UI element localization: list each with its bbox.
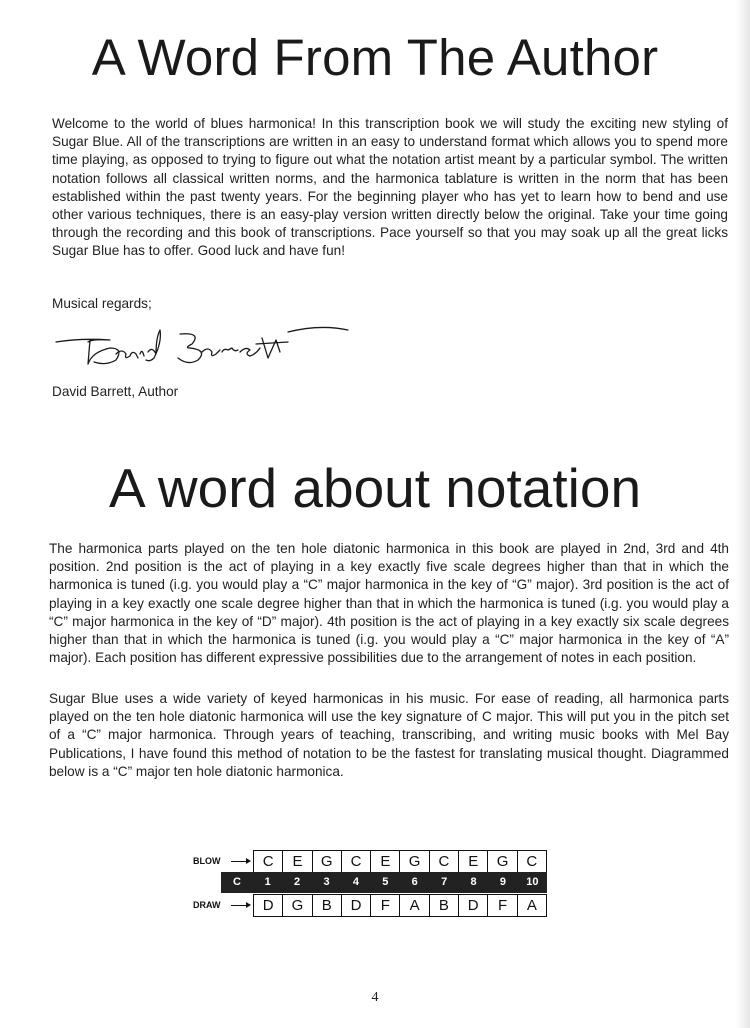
author-signature [52,318,352,374]
blow-note: E [370,851,399,872]
draw-row [193,894,553,917]
draw-arrow-icon [231,905,249,906]
hole-number: 7 [441,876,448,888]
blow-label: BLOW [193,856,221,866]
author-signoff: David Barrett, Author [52,384,179,399]
blow-row [193,850,553,873]
blow-notes [253,850,547,873]
blow-note: G [487,851,516,872]
hole-number: 3 [323,876,330,888]
draw-note: D [341,895,370,916]
draw-note: F [487,895,516,916]
author-intro-paragraph: Welcome to the world of blues harmonica! In this transcription book we will study the exciting new styling of Sugar Blue. All of the transcriptions are written in an easy to understand format which allows you to spend more time playing, as opposed to trying to figure out what the notation artist meant by a particular symbol. The written notation follows all classical written norms, and the harmonica tablature is written in the norm that has been established within the past twenty years. For the beginning player who has yet to learn how to bend and use other various techniques, there is an easy-play version written directly below the original. Take your time going through the recording and this book of transcriptions. Pace yourself so that you may soak up all the great licks Sugar Blue has to offer. Good luck and have fun! [52,116,728,259]
harmonica-diagram [193,848,553,918]
hole-number: 10 [526,876,539,888]
notation-key-paragraph: Sugar Blue uses a wide variety of keyed harmonicas in his music. For ease of reading, all harmonica parts played on the ten hole diatonic harmonica will use the key signature of C major. This will put you in the pitch set of a “C” major harmonica. Through years of teaching, transcribing, and writing music books with Mel Bay Publications, I have found this method of notation to be the fastest for translating musical thought. Diagrammed below is a “C” major ten hole diatonic harmonica. [49,691,729,779]
blow-note: E [282,851,311,872]
draw-label: DRAW [193,900,221,910]
draw-note: D [262,897,274,914]
hole-number: 4 [352,876,359,888]
draw-note: D [458,895,487,916]
hole-numbers [253,872,547,893]
notation-positions-paragraph: The harmonica parts played on the ten hole diatonic harmonica in this book are played in 2nd, 3rd and 4th position. 2nd position is the act of playing in a key exactly five scale degrees higher than that in which the harmonica is tuned (i.g. you would play a “C” major harmonica in the key of “G” major). 3rd position is the act of playing in a key exactly one scale degree higher than that in which the harmonica is tuned (i.g. you would play a “C” major harmonica in the key of “D” major). 4th position is the act of playing in a key exactly six scale degrees higher than that in which the harmonica is tuned (i.g. you would play a “C” major harmonica in the key of “A” major). Each position has different expressive possibilities due to the arrangement of notes in each position. [49,541,729,666]
draw-note: F [370,895,399,916]
harmonica-key-label: C [233,876,241,888]
page-number: 4 [371,990,379,1005]
hole-number: 8 [470,876,477,888]
hole-number: 6 [411,876,418,888]
notation-section-title: A word about notation [108,457,642,519]
draw-note: A [517,895,546,916]
blow-arrow-icon [231,861,249,862]
closing-line: Musical regards; [52,296,152,311]
blow-note: G [312,851,341,872]
draw-note: B [312,895,341,916]
hole-number: 9 [499,876,507,888]
draw-notes [253,894,547,917]
blow-note: G [399,851,428,872]
draw-note: A [399,895,428,916]
draw-note: B [429,895,458,916]
hole-number: 2 [294,876,301,888]
blow-note: C [262,853,274,870]
blow-note: C [429,851,458,872]
blow-note: C [517,851,546,872]
blow-note: E [458,851,487,872]
draw-note: G [282,895,311,916]
hole-number: 1 [264,876,271,888]
hole-number: 5 [382,876,389,888]
blow-note: C [341,851,370,872]
author-section-title: A Word From The Author [91,29,659,86]
hole-number-row [193,872,553,895]
